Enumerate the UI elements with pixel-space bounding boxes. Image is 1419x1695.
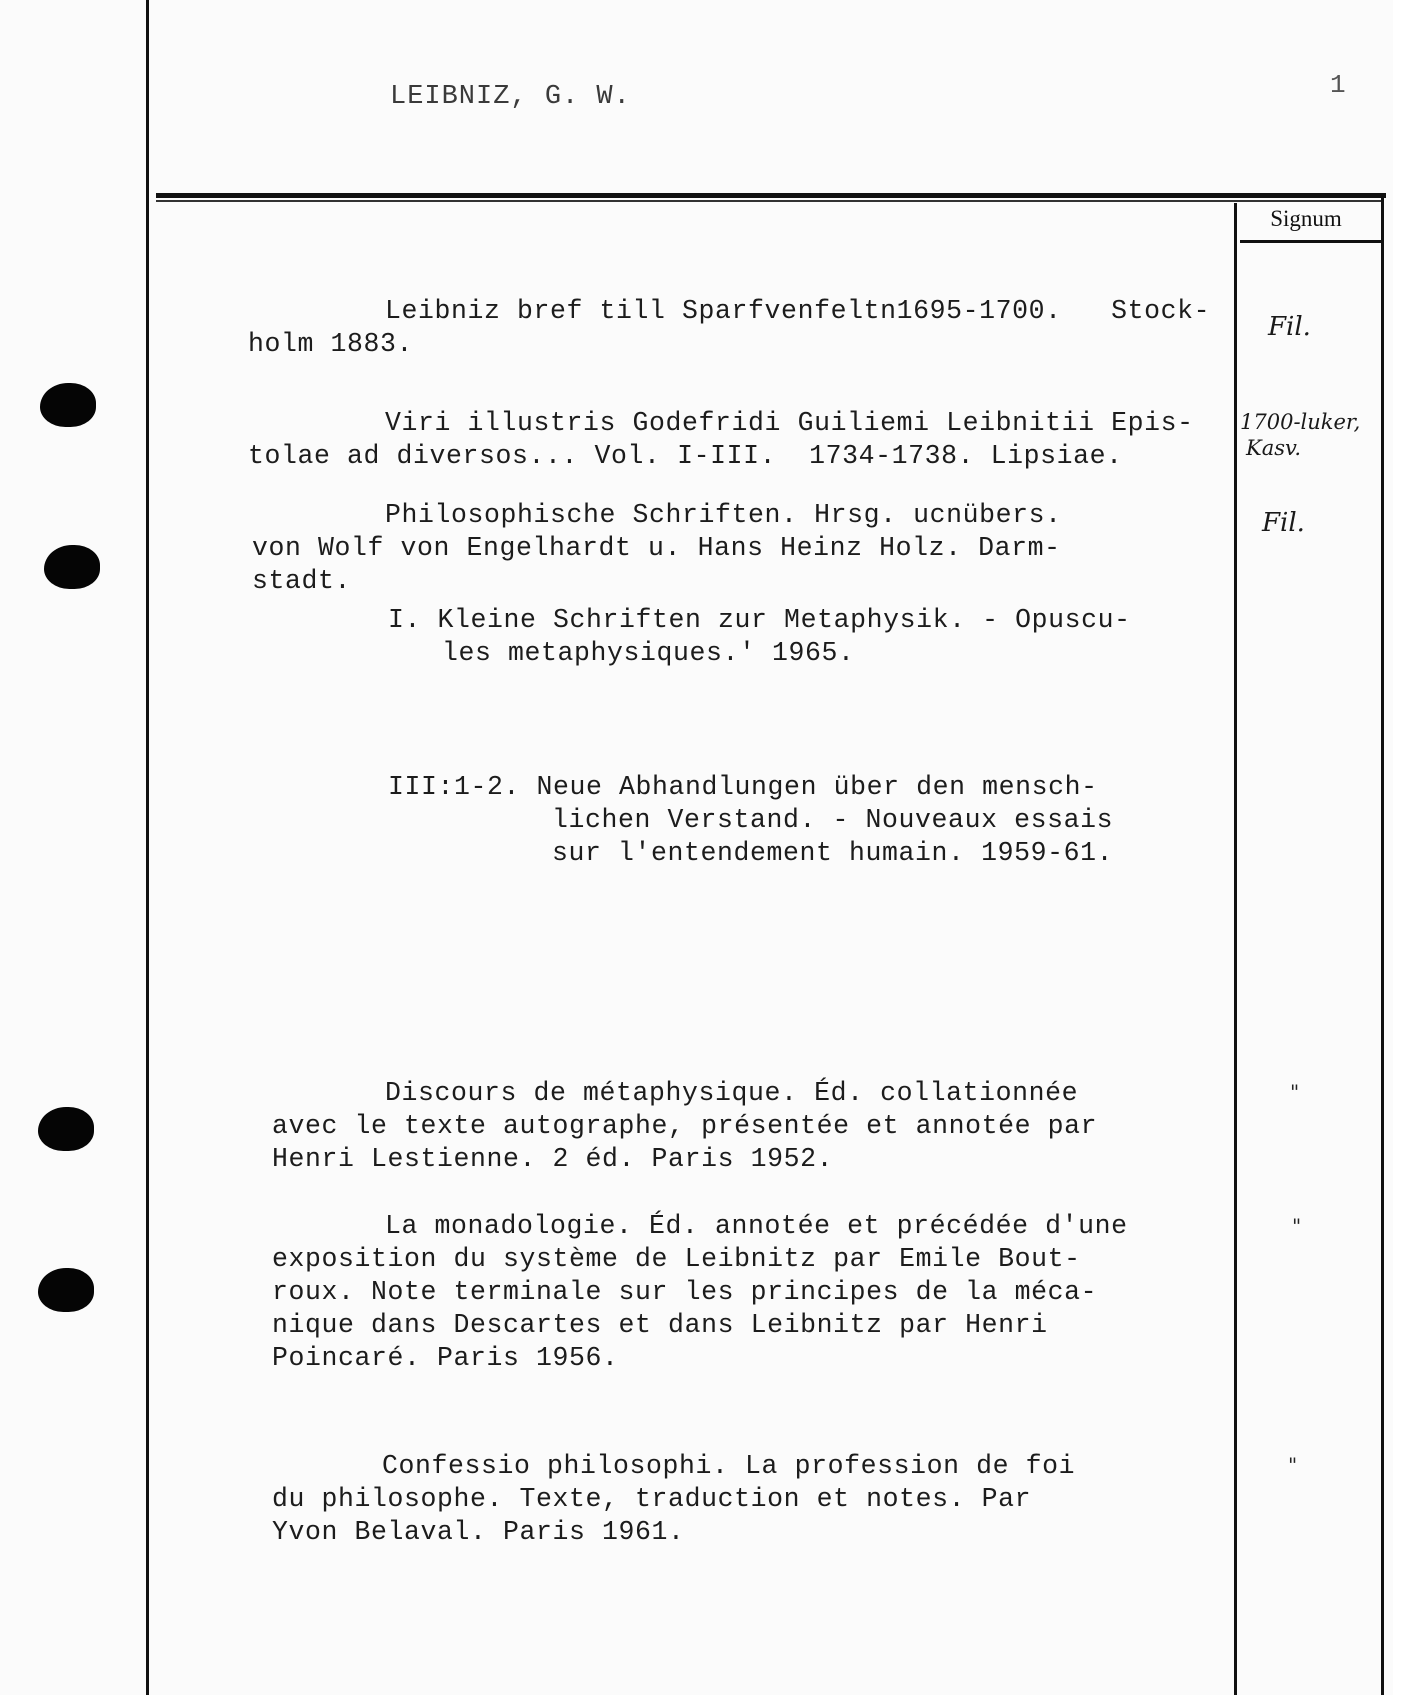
- signum-handwritten: Kasv.: [1246, 436, 1302, 460]
- entry-line: Philosophische Schriften. Hrsg. ucnübers.: [385, 500, 1062, 530]
- signum-handwritten: Fil.: [1268, 312, 1311, 342]
- punch-hole: [38, 1107, 94, 1151]
- entry-line: Yvon Belaval. Paris 1961.: [272, 1517, 685, 1547]
- left-margin-rule: [146, 0, 149, 1695]
- signum-ditto-mark: ": [1292, 1214, 1302, 1238]
- entry-line: La monadologie. Éd. annotée et précédée d'une: [385, 1211, 1128, 1241]
- volume-line: lichen Verstand. - Nouveaux essais: [552, 805, 1114, 835]
- entry-line: roux. Note terminale sur les principes de la méca-: [272, 1277, 1098, 1307]
- entry-line: exposition du système de Leibnitz par Emile Bout-: [272, 1244, 1081, 1274]
- entry-line: avec le texte autographe, présentée et annotée par: [272, 1111, 1098, 1141]
- entry-line: Henri Lestienne. 2 éd. Paris 1952.: [272, 1144, 834, 1174]
- punch-hole: [44, 545, 100, 589]
- scan-edge: [1393, 0, 1419, 1695]
- signum-column-left-rule: [1234, 203, 1237, 1695]
- signum-column-right-rule: [1381, 193, 1384, 1695]
- entry-line: Leibniz bref till Sparfvenfeltn1695-1700. Stock-: [385, 296, 1211, 326]
- punch-hole: [40, 383, 96, 427]
- entry-line: Discours de métaphysique. Éd. collationnée: [385, 1078, 1079, 1108]
- signum-column-header: Signum: [1270, 206, 1342, 231]
- entry-line: Confessio philosophi. La profession de foi: [382, 1451, 1076, 1481]
- signum-handwritten: 1700-luker,: [1240, 410, 1361, 434]
- signum-handwritten: Fil.: [1262, 508, 1305, 538]
- top-thick-rule: [156, 193, 1386, 198]
- volume-line: III:1-2. Neue Abhandlungen über den mensch-: [388, 772, 1098, 802]
- entry-line: tolae ad diversos... Vol. I-III. 1734-1738. Lipsiae.: [248, 441, 1123, 471]
- main-heading: LEIBNIZ, G. W.: [390, 82, 631, 112]
- signum-header-underline: [1240, 240, 1381, 243]
- entry-line: Poincaré. Paris 1956.: [272, 1343, 619, 1373]
- volume-line: les metaphysiques.' 1965.: [442, 638, 855, 668]
- entry-line: Viri illustris Godefridi Guiliemi Leibnitii Epis-: [385, 408, 1194, 438]
- entry-line: holm 1883.: [248, 329, 414, 359]
- signum-ditto-mark: ": [1288, 1453, 1298, 1477]
- entry-line: von Wolf von Engelhardt u. Hans Heinz Holz. Darm-: [252, 533, 1061, 563]
- volume-line: I. Kleine Schriften zur Metaphysik. - Opuscu-: [388, 605, 1131, 635]
- signum-ditto-mark: ": [1290, 1080, 1300, 1104]
- punch-hole: [38, 1268, 94, 1312]
- card-number: 1: [1330, 70, 1346, 100]
- volume-line: sur l'entendement humain. 1959-61.: [552, 838, 1114, 868]
- top-thin-rule: [156, 200, 1381, 202]
- entry-line: nique dans Descartes et dans Leibnitz par Henri: [272, 1310, 1048, 1340]
- entry-line: stadt.: [252, 566, 352, 596]
- entry-line: du philosophe. Texte, traduction et notes. Par: [272, 1484, 1032, 1514]
